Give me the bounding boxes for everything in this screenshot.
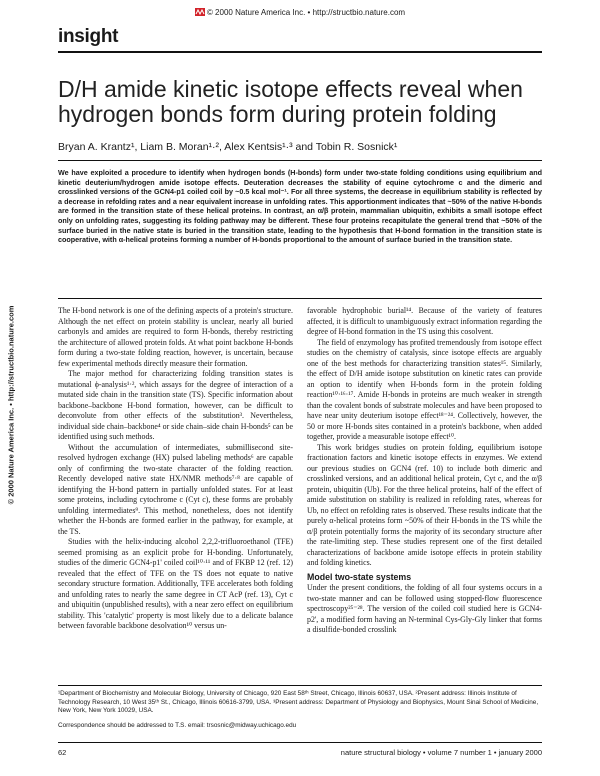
page-header	[0, 8, 600, 17]
body-paragraph: The major method for characterizing folding transition states is mutational ϕ-analysis¹·², which assays for the degree of interaction of a mutated side chain in the transition state (TS). Specific information about backbone–backbone H-bond formation, however, can be difficult to deconvolute from other effects of the substitution³. Nevertheless, individual side chain–backbone⁴ or side chain–side chain H-bonds⁵ can be identified using such methods.	[58, 369, 293, 441]
page-number: 62	[58, 748, 67, 757]
section-label: insight	[58, 26, 119, 47]
section-rule	[58, 51, 542, 53]
article-abstract: We have exploited a procedure to identify when hydrogen bonds (H-bonds) form under two-state folding conditions using equilibrium and kinetic deuterium/hydrogen amide isotope effects. Deuteration decreases the stability of equine cytochrome c and the dimeric and crosslinked versions of the GCN4-p1 coiled coil by ~0.5 kcal mol⁻¹. For all three systems, the decrease in equilibrium stability is reflected by a decrease in refolding rates and a near equivalent increase in unfolding rates. This apportionment indicates that ~50% of the native H-bonds are formed in the transition state of these helical proteins. In contrast, an α/β protein, mammalian ubiquitin, exhibits a small isotope effect only on unfolding rates, suggesting its folding pathway may be different. These four proteins recapitulate the general trend that ~50% of the surface buried in the native state is buried in the transition state, leading to the hypothesis that H-bond formation in the transition state is cooperative, with α-helical proteins forming a number of H-bonds proportional to the amount of surface buried in the transition state.	[58, 168, 542, 245]
authors-rule	[58, 160, 542, 161]
body-paragraph: Under the present conditions, the folding of all four systems occurs in a two-state manner and can be followed using stopped-flow fluorescence spectroscopy²⁵⁻²⁸. The version of the coiled coil studied here is GCN4-p2', a modified form having an N-terminal Cys-Gly-Gly linker that forms a disulfide-bonded crosslink	[307, 583, 542, 634]
subheading: Model two-state systems	[307, 571, 412, 582]
abstract-rule	[58, 298, 542, 299]
header-copyright: © 2000 Nature America Inc. • http://structbio.nature.com	[206, 8, 406, 17]
article-authors: Bryan A. Krantz¹, Liam B. Moran¹·², Alex Kentsis¹·³ and Tobin R. Sosnick¹	[58, 141, 398, 153]
article-title: D/H amide kinetic isotope effects reveal when hydrogen bonds form during protein folding	[58, 76, 523, 127]
body-paragraph: Studies with the helix-inducing alcohol 2,2,2-trifluoroethanol (TFE) seemed promising as an explicit probe for H-bonding. Unfortunately, studies of the dimeric GCN4-p1' coiled coil¹⁰·¹¹ and of FKBP 12 (ref. 12) revealed that the effect of TFE on the TS does not equate to native secondary structure formation. Additionally, TFE accelerates both folding and unfolding rates to nearly the same degree in CT AcP (ref. 13), Cyt c and ubiquitin (unpublished results), with a near zero effect on equilibrium stability. This 'catalytic' property is most likely due to a delicate balance between favorable backbone desolvation¹⁰ versus un-	[58, 537, 293, 630]
correspondence-footnote: Correspondence should be addressed to T.S. email: trsosnic@midway.uchicago.edu	[58, 722, 297, 729]
side-copyright-text: © 2000 Nature America Inc. • http://structbio.nature.com	[6, 305, 16, 505]
footer-rule	[58, 742, 542, 743]
journal-info: nature structural biology • volume 7 number 1 • january 2000	[340, 748, 542, 757]
side-copyright	[4, 225, 18, 585]
affiliations-footnote: ¹Department of Biochemistry and Molecular Biology, University of Chicago, 920 East 58ᵗʰ Street, Chicago, Illinois 60637, USA. ²Present address: Illinois Institute of Technology Research, 10 West 35ᵗʰ St., Chicago, Illinois 60616-3799, USA. ³Present address: Department of Physiology and Biophysics, Mount Sinai School of Medicine, New York, New York 10029, USA.	[58, 690, 539, 715]
body-paragraph: This work bridges studies on protein folding, equilibrium isotope fractionation factors and kinetic isotope effects in enzymes. We extend our previous studies on GCN4 (ref. 10) to include both dimeric and crosslinked versions, and an additional helical protein, Cyt c, and the α/β protein, ubiquitin (Ub). For the three helical proteins, half of the effect of amide substitution on stability is realized in refolding rates, whereas for Ub, no effect on refolding rates is observed. These results indicate that the purely α-helical proteins form ~50% of their H-bonds in the TS while the α/β protein potentially forms the majority of its secondary structure after the rate-limiting step. These studies represent one of the first detailed characterizations of backbone amide isotope effects in protein stability and folding kinetics.	[307, 442, 542, 567]
body-paragraph: Without the accumulation of intermediates, submillisecond site-resolved hydrogen exchange (HX) pulsed labeling methods⁶ are capable only of confirming the two-state character of the folding reaction. Recently developed native state HX/NMR methods⁷·⁸ are capable of identifying the H-bond pattern in partially unfolded states. For at least some proteins, including cytochrome c (Cyt c), these forms are probably unfolding intermediates⁹. This method, nonetheless, does not identify whether the H-bonds are formed earlier in the pathway, for example, at the TS.	[58, 442, 293, 536]
column-right	[307, 306, 542, 636]
body-paragraph: The field of enzymology has profited tremendously from isotope effect studies on the chemistry of catalysis, since isotope effects are arguably one of the best methods for characterizing transition states¹⁵. Similarly, the effect of D/H amide isotope substitution on kinetic rates can provide an option to identify when H-bonds form in the protein folding reaction¹⁰·¹⁶·¹⁷. Amide H-bonds in proteins are much weaker in strength than the covalent bonds of substrate molecules and have been proposed to have near unity deuterium isotope effect¹⁸⁻²⁴. Collectively, however, the 50 or more H-bonds sites contained in a protein's backbone, when added together, provide a measurable isotope effect¹⁰.	[307, 337, 542, 441]
footnote-rule	[58, 685, 542, 686]
body-paragraph: The H-bond network is one of the defining aspects of a protein's structure. Although the net effect on protein stability is unclear, nearly all buried carbonyls and amides are required to form H-bonds, thereby restricting the architecture of allowed protein folds. At what point backbone H-bonds form during a two-state folding reaction, however, is uncertain, because few experimental methods directly measure their formation.	[58, 306, 293, 368]
npg-logo-icon	[195, 8, 205, 16]
body-paragraph: favorable hydrophobic burial¹⁴. Because of the variety of features affected, it is difficult to unambiguously extract information regarding the degree of H-bond formation in the TS using this cosolvent.	[307, 306, 542, 336]
column-left	[58, 306, 293, 632]
